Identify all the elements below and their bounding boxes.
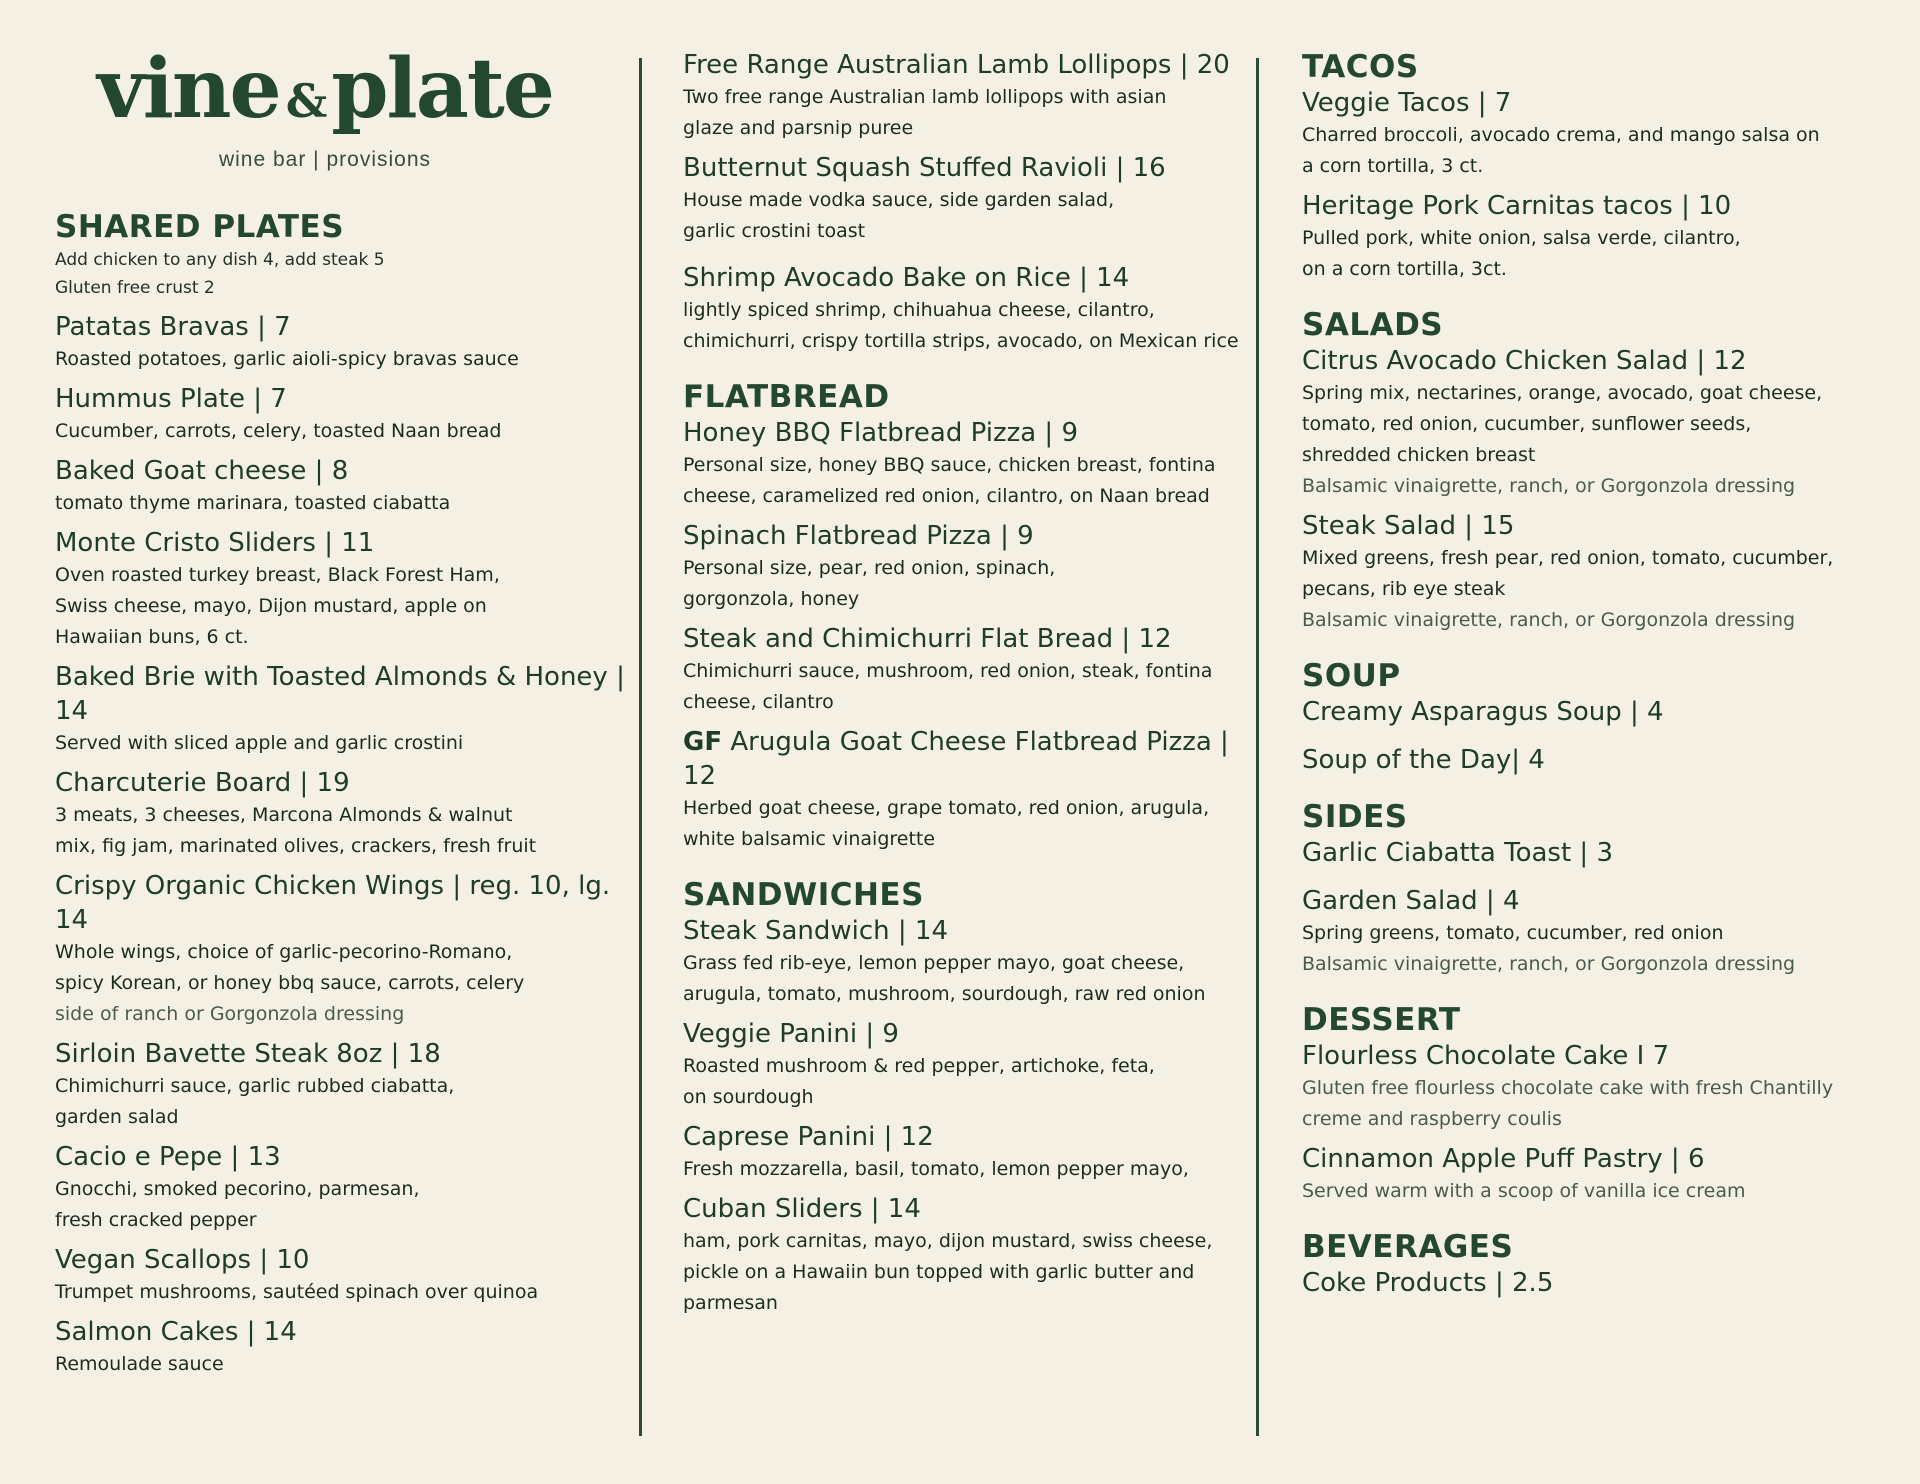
item-dressing-note: side of ranch or Gorgonzola dressing: [55, 1003, 405, 1025]
item-description: House made vodka sauce, side garden salad,: [683, 189, 1115, 211]
menu-item: [683, 151, 1253, 247]
item-description: Roasted mushroom & red pepper, artichoke, feta,: [683, 1055, 1155, 1077]
menu-column-3: [1302, 48, 1882, 1307]
menu-item: [1302, 884, 1882, 980]
item-dressing-note: Balsamic vinaigrette, ranch, or Gorgonzola dressing: [1302, 953, 1796, 975]
item-name: Flourless Chocolate Cake I 7: [1302, 1041, 1670, 1071]
item-name: Vegan Scallops | 10: [55, 1245, 310, 1275]
item-name: Citrus Avocado Chicken Salad | 12: [1302, 346, 1747, 376]
menu-item: [55, 660, 635, 759]
item-description: tomato thyme marinara, toasted ciabatta: [55, 492, 451, 514]
item-name: Steak Salad | 15: [1302, 511, 1515, 541]
menu-item: [683, 725, 1253, 855]
item-name: Coke Products | 2.5: [1302, 1268, 1554, 1298]
item-name: Patatas Bravas | 7: [55, 312, 291, 342]
item-description: Chimichurri sauce, mushroom, red onion, steak, fontina: [683, 660, 1213, 682]
item-name: Veggie Panini | 9: [683, 1019, 899, 1049]
gluten-free-badge: GF: [683, 727, 723, 757]
menu-item: [1302, 344, 1882, 502]
menu-item: [1302, 86, 1882, 182]
section-title-beverages: BEVERAGES: [1302, 1229, 1514, 1265]
item-description: fresh cracked pepper: [55, 1209, 257, 1231]
item-name: GF Arugula Goat Cheese Flatbread Pizza | 12: [683, 727, 1229, 791]
item-description: shredded chicken breast: [1302, 444, 1536, 466]
item-description: chimichurri, crispy tortilla strips, avocado, on Mexican rice: [683, 330, 1239, 352]
item-description: lightly spiced shrimp, chihuahua cheese, cilantro,: [683, 299, 1155, 321]
item-description: Pulled pork, white onion, salsa verde, cilantro,: [1302, 227, 1741, 249]
menu-item: [1302, 1266, 1882, 1300]
menu-item: [683, 914, 1253, 1010]
item-name: Cinnamon Apple Puff Pastry | 6: [1302, 1144, 1705, 1174]
item-name: Spinach Flatbread Pizza | 9: [683, 521, 1034, 551]
item-name: Sirloin Bavette Steak 8oz | 18: [55, 1039, 441, 1069]
menu-column-2: [683, 48, 1253, 1326]
section-title-soup: SOUP: [1302, 658, 1401, 694]
item-description: Fresh mozzarella, basil, tomato, lemon pepper mayo,: [683, 1158, 1189, 1180]
item-name: Steak Sandwich | 14: [683, 916, 949, 946]
menu-item: [1302, 509, 1882, 636]
item-dressing-note: Balsamic vinaigrette, ranch, or Gorgonzola dressing: [1302, 475, 1796, 497]
item-description: gorgonzola, honey: [683, 588, 860, 610]
item-description: Spring greens, tomato, cucumber, red onion: [1302, 922, 1724, 944]
menu-item: [683, 1017, 1253, 1113]
item-description: Cucumber, carrots, celery, toasted Naan bread: [55, 420, 502, 442]
item-name: Veggie Tacos | 7: [1302, 88, 1512, 118]
menu-item: [55, 766, 635, 862]
item-name: Baked Goat cheese | 8: [55, 456, 349, 486]
menu-item: [55, 1140, 635, 1236]
item-description: a corn tortilla, 3 ct.: [1302, 155, 1484, 177]
brand-logo: [55, 41, 595, 172]
item-description: cheese, caramelized red onion, cilantro, on Naan bread: [683, 485, 1210, 507]
item-name: Heritage Pork Carnitas tacos | 10: [1302, 191, 1732, 221]
item-description: Chimichurri sauce, garlic rubbed ciabatta,: [55, 1075, 455, 1097]
item-name: Butternut Squash Stuffed Ravioli | 16: [683, 153, 1166, 183]
item-name: Baked Brie with Toasted Almonds & Honey | 14: [55, 662, 625, 726]
item-name: Steak and Chimichurri Flat Bread | 12: [683, 624, 1172, 654]
menu-item: [683, 622, 1253, 718]
item-name: Salmon Cakes | 14: [55, 1317, 297, 1347]
item-description: Herbed goat cheese, grape tomato, red onion, arugula,: [683, 797, 1210, 819]
item-dressing-note: Balsamic vinaigrette, ranch, or Gorgonzola dressing: [1302, 609, 1796, 631]
menu-item: [683, 1192, 1253, 1319]
column-divider: [639, 58, 642, 1436]
item-description: creme and raspberry coulis: [1302, 1108, 1562, 1130]
item-name: Creamy Asparagus Soup | 4: [1302, 697, 1664, 727]
menu-item: [1302, 1039, 1882, 1135]
item-description: pickle on a Hawaiin bun topped with garlic butter and: [683, 1261, 1195, 1283]
menu-item: [55, 310, 635, 375]
column-divider: [1256, 58, 1259, 1436]
menu-column-1: [55, 41, 635, 1387]
item-description: ham, pork carnitas, mayo, dijon mustard, swiss cheese,: [683, 1230, 1213, 1252]
item-name: Honey BBQ Flatbread Pizza | 9: [683, 418, 1079, 448]
item-description: Roasted potatoes, garlic aioli-spicy bravas sauce: [55, 348, 519, 370]
menu-item: [55, 382, 635, 447]
item-name: Monte Cristo Sliders | 11: [55, 528, 375, 558]
section-title-flatbread: FLATBREAD: [683, 379, 890, 415]
menu-item: [55, 454, 635, 519]
item-name: Soup of the Day| 4: [1302, 745, 1545, 775]
item-description: 3 meats, 3 cheeses, Marcona Almonds & walnut: [55, 804, 513, 826]
item-description: Mixed greens, fresh pear, red onion, tomato, cucumber,: [1302, 547, 1834, 569]
menu-item: [55, 1243, 635, 1308]
section-title-sandwiches: SANDWICHES: [683, 877, 924, 913]
item-name: Hummus Plate | 7: [55, 384, 287, 414]
menu-item: [55, 526, 635, 653]
item-description: Personal size, honey BBQ sauce, chicken breast, fontina: [683, 454, 1216, 476]
item-name: Cuban Sliders | 14: [683, 1194, 921, 1224]
item-description: Gnocchi, smoked pecorino, parmesan,: [55, 1178, 420, 1200]
item-description: glaze and parsnip puree: [683, 117, 914, 139]
item-description: pecans, rib eye steak: [1302, 578, 1506, 600]
item-description: Remoulade sauce: [55, 1353, 224, 1375]
menu-item: [683, 1120, 1253, 1185]
menu-item: [683, 416, 1253, 512]
item-description: on a corn tortilla, 3ct.: [1302, 258, 1507, 280]
menu-item: [683, 519, 1253, 615]
menu-item: [55, 869, 635, 1030]
item-name: Garden Salad | 4: [1302, 886, 1520, 916]
menu-item: [1302, 743, 1882, 777]
item-description: Gluten free flourless chocolate cake with fresh Chantilly: [1302, 1077, 1834, 1099]
section-title-sides: SIDES: [1302, 799, 1408, 835]
item-description: Trumpet mushrooms, sautéed spinach over quinoa: [55, 1281, 539, 1303]
item-description: Grass fed rib-eye, lemon pepper mayo, goat cheese,: [683, 952, 1185, 974]
item-name: Free Range Australian Lamb Lollipops | 20: [683, 50, 1230, 80]
menu-item: [55, 1037, 635, 1133]
item-name: Cacio e Pepe | 13: [55, 1142, 281, 1172]
item-description: Oven roasted turkey breast, Black Forest Ham,: [55, 564, 500, 586]
item-name: Garlic Ciabatta Toast | 3: [1302, 838, 1613, 868]
item-description: garlic crostini toast: [683, 220, 866, 242]
section-title-salads: SALADS: [1302, 307, 1444, 343]
item-description: arugula, tomato, mushroom, sourdough, raw red onion: [683, 983, 1206, 1005]
item-description: Swiss cheese, mayo, Dijon mustard, apple on: [55, 595, 487, 617]
item-description: garden salad: [55, 1106, 179, 1128]
item-description: Charred broccoli, avocado crema, and mango salsa on: [1302, 124, 1820, 146]
brand-name: vine &plate: [97, 41, 553, 137]
item-description: Two free range Australian lamb lollipops with asian: [683, 86, 1167, 108]
brand-tagline: wine bar | provisions: [218, 148, 432, 171]
item-name: Crispy Organic Chicken Wings | reg. 10, lg. 14: [55, 871, 611, 935]
section-title-dessert: DESSERT: [1302, 1002, 1461, 1038]
menu-item: [1302, 189, 1882, 285]
menu-item: [683, 48, 1253, 144]
item-description: Hawaiian buns, 6 ct.: [55, 626, 249, 648]
item-name: Charcuterie Board | 19: [55, 768, 350, 798]
section-title-shared-plates: SHARED PLATES: [55, 209, 345, 245]
item-description: Personal size, pear, red onion, spinach,: [683, 557, 1056, 579]
menu-item: [55, 1315, 635, 1380]
item-description: Served with sliced apple and garlic crostini: [55, 732, 464, 754]
item-description: Whole wings, choice of garlic-pecorino-Romano,: [55, 941, 513, 963]
section-note: Add chicken to any dish 4, add steak 5: [55, 250, 385, 270]
item-name: Caprese Panini | 12: [683, 1122, 934, 1152]
item-description: tomato, red onion, cucumber, sunflower seeds,: [1302, 413, 1752, 435]
item-description: Spring mix, nectarines, orange, avocado, goat cheese,: [1302, 382, 1823, 404]
item-description: Served warm with a scoop of vanilla ice cream: [1302, 1180, 1746, 1202]
item-description: white balsamic vinaigrette: [683, 828, 936, 850]
item-description: on sourdough: [683, 1086, 814, 1108]
menu-item: [1302, 836, 1882, 870]
item-description: mix, fig jam, marinated olives, crackers, fresh fruit: [55, 835, 537, 857]
item-name: Shrimp Avocado Bake on Rice | 14: [683, 263, 1130, 293]
item-description: cheese, cilantro: [683, 691, 834, 713]
menu-item: [683, 261, 1253, 357]
section-title-tacos: TACOS: [1302, 49, 1419, 85]
item-description: parmesan: [683, 1292, 778, 1314]
menu-item: [1302, 695, 1882, 729]
section-note: Gluten free crust 2: [55, 278, 215, 298]
item-description: spicy Korean, or honey bbq sauce, carrots, celery: [55, 972, 525, 994]
menu-item: [1302, 1142, 1882, 1207]
